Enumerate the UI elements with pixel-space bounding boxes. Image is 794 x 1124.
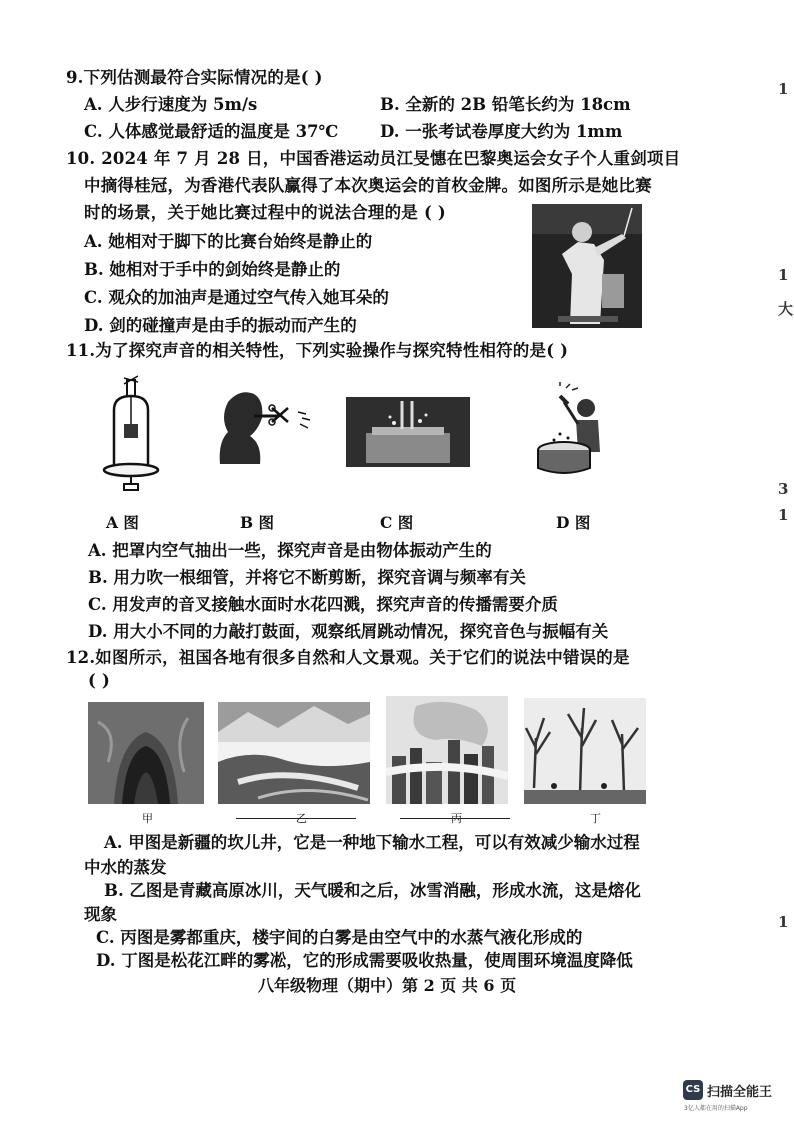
karez-photo <box>88 702 204 804</box>
edge-mark: 1 <box>778 506 789 524</box>
scanner-slogan: 3亿人都在用的扫描App <box>684 1105 748 1112</box>
q9-option-b: B. 全新的 2B 铅笔长约为 18cm <box>380 95 631 114</box>
tuning-fork-photo <box>346 397 470 467</box>
page-footer: 八年级物理（期中）第 2 页 共 6 页 <box>258 976 517 995</box>
q12-option-c: C. 丙图是雾都重庆，楼宇间的白雾是由空气中的水蒸气液化形成的 <box>96 928 583 947</box>
glacier-photo <box>218 702 370 804</box>
q9-option-d: D. 一张考试卷厚度大约为 1mm <box>380 122 623 141</box>
scanner-name: 扫描全能王 <box>707 1085 773 1100</box>
q10-stem-line-3: 时的场景，关于她比赛过程中的说法合理的是 ( ) <box>84 203 446 222</box>
blowing-tube-figure <box>214 384 320 466</box>
q12-stem-line-1: 12.如图所示，祖国各地有很多自然和人文景观。关于它们的说法中错误的是 <box>66 648 630 667</box>
q12-option-d: D. 丁图是松花江畔的雾凇，它的形成需要吸收热量，使周围环境温度降低 <box>96 951 633 970</box>
q9-option-c: C. 人体感觉最舒适的温度是 37℃ <box>84 122 339 141</box>
rime-photo <box>524 698 646 804</box>
figure-d-caption: D 图 <box>556 513 591 532</box>
q10-stem-line-1: 10. 2024 年 7 月 28 日，中国香港运动员江旻憓在巴黎奥运会女子个人重剑项目 <box>66 149 681 168</box>
q11-option-d: D. 用大小不同的力敲打鼓面，观察纸屑跳动情况，探究音色与振幅有关 <box>88 622 609 641</box>
q9-option-a: A. 人步行速度为 5m/s <box>84 95 258 114</box>
q11-option-c: C. 用发声的音叉接触水面时水花四溅，探究声音的传播需要介质 <box>88 595 558 614</box>
q12-option-a: A. 甲图是新疆的坎儿井，它是一种地下输水工程，可以有效减少输水过程 <box>104 833 640 852</box>
bing-caption: 丙 <box>451 812 462 825</box>
edge-mark: 1 <box>778 80 789 98</box>
yi-caption: 乙 <box>296 812 307 825</box>
q10-option-d: D. 剑的碰撞声是由手的振动而产生的 <box>84 316 357 335</box>
caption-divider-left <box>236 818 356 819</box>
q9-stem: 9.下列估测最符合实际情况的是( ) <box>66 68 323 87</box>
figure-c-caption: C 图 <box>380 513 414 532</box>
bell-jar-figure <box>100 372 162 492</box>
camscanner-logo: CS <box>683 1080 703 1100</box>
q12-stem-line-2: ( ) <box>88 671 110 690</box>
fencer-photo <box>532 204 642 328</box>
q12-option-b: B. 乙图是青藏高原冰川，天气暖和之后，冰雪消融，形成水流，这是熔化 <box>104 881 641 900</box>
jia-caption: 甲 <box>142 812 153 825</box>
edge-mark: 1 <box>778 913 789 931</box>
figure-a-caption: A 图 <box>106 513 139 532</box>
edge-mark: 3 <box>778 480 789 498</box>
edge-mark: 大 <box>778 300 794 318</box>
q12-option-a-cont: 中水的蒸发 <box>84 858 167 877</box>
chongqing-fog-photo <box>386 696 508 804</box>
q11-option-b: B. 用力吹一根细管，并将它不断剪断，探究音调与频率有关 <box>88 568 526 587</box>
q10-option-b: B. 她相对于手中的剑始终是静止的 <box>84 260 341 279</box>
edge-mark: 1 <box>778 266 789 284</box>
q10-option-a: A. 她相对于脚下的比赛台始终是静止的 <box>84 232 373 251</box>
drum-figure <box>530 380 610 480</box>
q11-stem: 11.为了探究声音的相关特性，下列实验操作与探究特性相符的是( ) <box>66 341 569 360</box>
q11-option-a: A. 把罩内空气抽出一些，探究声音是由物体振动产生的 <box>88 541 492 560</box>
q10-option-c: C. 观众的加油声是通过空气传入她耳朵的 <box>84 288 389 307</box>
q12-option-b-cont: 现象 <box>84 905 117 924</box>
q10-stem-line-2: 中摘得桂冠，为香港代表队赢得了本次奥运会的首枚金牌。如图所示是她比赛 <box>84 176 652 195</box>
figure-b-caption: B 图 <box>240 513 274 532</box>
caption-divider-right <box>400 818 510 819</box>
ding-caption: 丁 <box>590 812 601 825</box>
